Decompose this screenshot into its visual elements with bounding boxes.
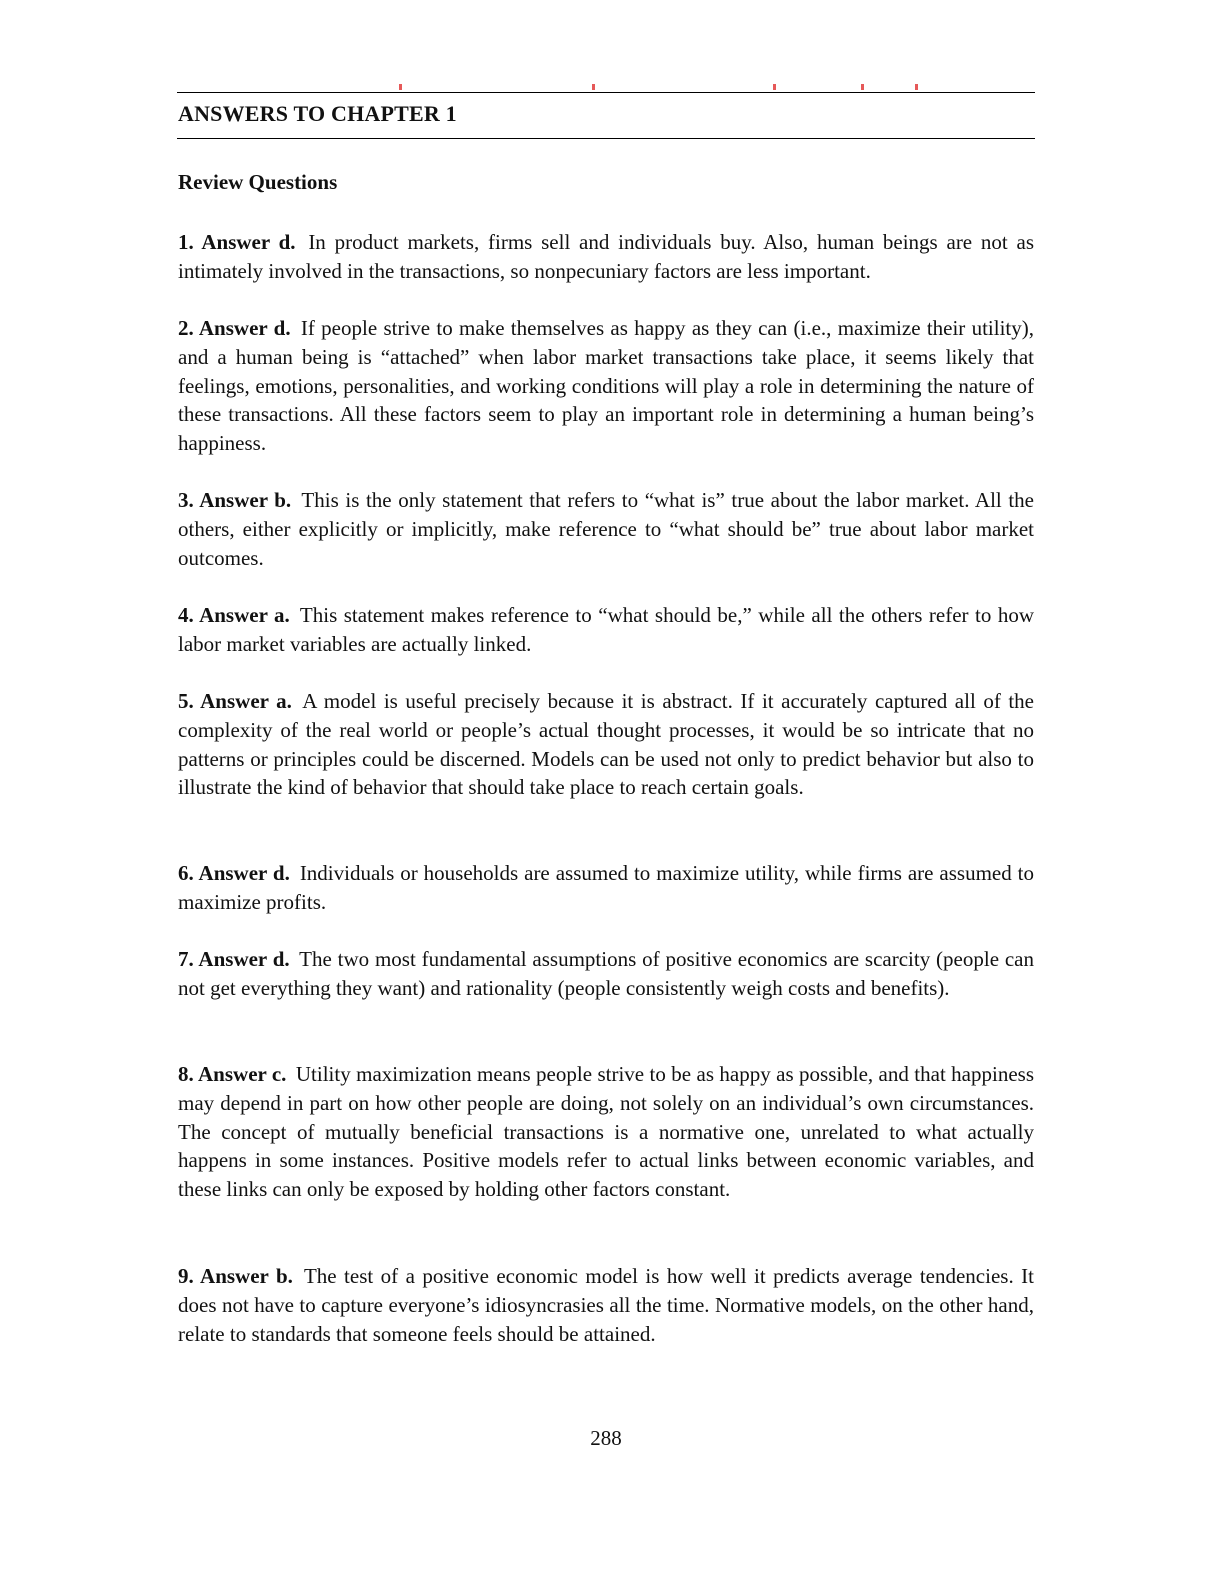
answer-label: 2. Answer d. <box>178 316 291 340</box>
answer-paragraph-2 <box>178 314 1034 458</box>
answer-label: 5. Answer a. <box>178 689 292 713</box>
answer-text: The test of a positive economic model is how well it predicts average tendencies. It does not have to capture everyone’s idiosyncrasies all the time. Normative models, on the other hand, relate to standards that someone feels should be attained. <box>178 1264 1034 1346</box>
answer-paragraph-9 <box>178 1262 1034 1348</box>
answer-paragraph-7 <box>178 945 1034 1003</box>
answer-text: This statement makes reference to “what should be,” while all the others refer to how labor market variables are actually linked. <box>178 603 1034 656</box>
answer-label: 1. Answer d. <box>178 230 296 254</box>
answer-text: Individuals or households are assumed to maximize utility, while firms are assumed to maximize profits. <box>178 861 1035 914</box>
answer-text: A model is useful precisely because it is abstract. If it accurately captured all of the complexity of the real world or people’s actual thought processes, it would be so intricate that no patterns or principles could be discerned. Models can be used not only to predict behavior but also to illustrate the kind of behavior that should take place to reach certain goals. <box>178 689 1035 800</box>
answer-label: 9. Answer b. <box>178 1264 293 1288</box>
answer-text: In product markets, firms sell and individuals buy. Also, human beings are not as intimately involved in the transactions, so nonpecuniary factors are less important. <box>178 230 1035 283</box>
answer-text: If people strive to make themselves as happy as they can (i.e., maximize their utility), and a human being is “attached” when labor market transactions take place, it seems likely that feelings, emotions, personalities, and working conditions will play a role in determining the nature of these transactions. All these factors seem to play an important role in determining a human being’s happiness. <box>178 316 1035 456</box>
answer-paragraph-1 <box>178 228 1034 286</box>
answer-text: Utility maximization means people strive to be as happy as possible, and that happiness may depend in part on how other people are doing, not solely on an individual’s own circumstances. The concept of mutually beneficial transactions is a normative one, unrelated to what actually happens in some instances. Positive models refer to actual links between economic variables, and these links can only be exposed by holding other factors constant. <box>178 1062 1035 1202</box>
answer-label: 4. Answer a. <box>178 603 290 627</box>
section-heading: Review Questions <box>178 170 338 194</box>
answer-paragraph-8 <box>178 1060 1034 1204</box>
header-red-marks <box>177 84 1035 92</box>
answer-paragraph-5 <box>178 687 1034 802</box>
red-mark <box>592 84 595 90</box>
red-mark <box>915 84 918 90</box>
header-bottom-rule <box>177 138 1035 139</box>
chapter-title: ANSWERS TO CHAPTER 1 <box>178 101 457 126</box>
answer-paragraph-3 <box>178 486 1034 572</box>
answer-paragraph-6 <box>178 859 1034 917</box>
answer-text: The two most fundamental assumptions of positive economics are scarcity (people can not get everything they want) and rationality (people consistently weigh costs and benefits). <box>178 947 1034 1000</box>
header-top-rule <box>177 92 1035 93</box>
page-number: 288 <box>590 1426 622 1450</box>
answer-paragraph-4 <box>178 601 1034 659</box>
answer-text: This is the only statement that refers to “what is” true about the labor market. All the others, either explicitly or implicitly, make reference to “what should be” true about labor market outcomes. <box>178 488 1035 570</box>
red-mark <box>773 84 776 90</box>
answer-label: 8. Answer c. <box>178 1062 287 1086</box>
red-mark <box>861 84 864 90</box>
answer-label: 7. Answer d. <box>178 947 290 971</box>
answer-label: 3. Answer b. <box>178 488 292 512</box>
document-page <box>177 0 1035 1584</box>
red-mark <box>399 84 402 90</box>
answer-label: 6. Answer d. <box>178 861 290 885</box>
